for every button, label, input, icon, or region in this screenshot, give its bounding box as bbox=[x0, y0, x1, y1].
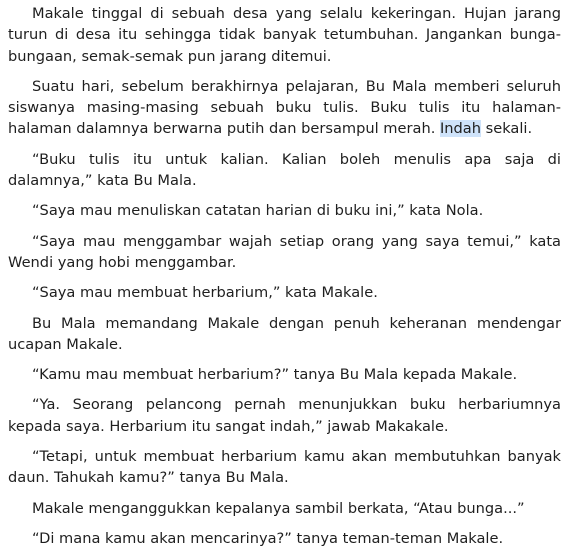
paragraph-4: “Saya mau menuliskan catatan harian di buku ini,” kata Nola. bbox=[32, 202, 484, 220]
paragraph-6: “Saya mau membuat herbarium,” kata Makale. bbox=[32, 284, 378, 302]
paragraph-2-text-after: sekali. bbox=[481, 120, 533, 138]
paragraph-2-text-before: Suatu hari, sebelum berakhirnya pelajaran, Bu Mala memberi seluruh siswanya masing-masing sebuah buku tulis. Buku tulis itu halaman-halaman dalamnya berwarna putih dan bersampul merah. bbox=[8, 77, 561, 138]
selected-word-highlight[interactable]: Indah bbox=[439, 120, 481, 138]
paragraph-2 bbox=[8, 76, 561, 140]
paragraph-8: “Kamu mau membuat herbarium?” tanya Bu Mala kepada Makale. bbox=[32, 366, 518, 384]
document-body bbox=[8, 3, 561, 558]
paragraph-10: “Tetapi, untuk membuat herbarium kamu akan membutuhkan banyak daun. Tahukah kamu?” tanya Bu Mala. bbox=[8, 448, 561, 487]
paragraph-3: “Buku tulis itu untuk kalian. Kalian boleh menulis apa saja di dalamnya,” kata Bu Mala. bbox=[8, 150, 561, 190]
paragraph-1: Makale tinggal di sebuah desa yang selalu kekeringan. Hujan jarang turun di desa itu sehingga tidak banyak tetumbuhan. Jangankan bunga-bungaan, semak-semak pun jarang ditemui. bbox=[8, 5, 561, 65]
paragraph-7: Bu Mala memandang Makale dengan penuh keheranan mendengar ucapan Makale. bbox=[8, 314, 561, 353]
paragraph-11: Makale menganggukkan kepalanya sambil berkata, “Atau bunga...” bbox=[32, 499, 525, 517]
paragraph-12: “Di mana kamu akan mencarinya?” tanya teman-teman Makale. bbox=[32, 529, 504, 547]
paragraph-5: “Saya mau menggambar wajah setiap orang yang saya temui,” kata Wendi yang hobi menggambar. bbox=[8, 232, 561, 271]
paragraph-9: “Ya. Seorang pelancong pernah menunjukkan buku herbariumnya kepada saya. Herbarium itu sangat indah,” jawab Makakale. bbox=[8, 396, 561, 435]
